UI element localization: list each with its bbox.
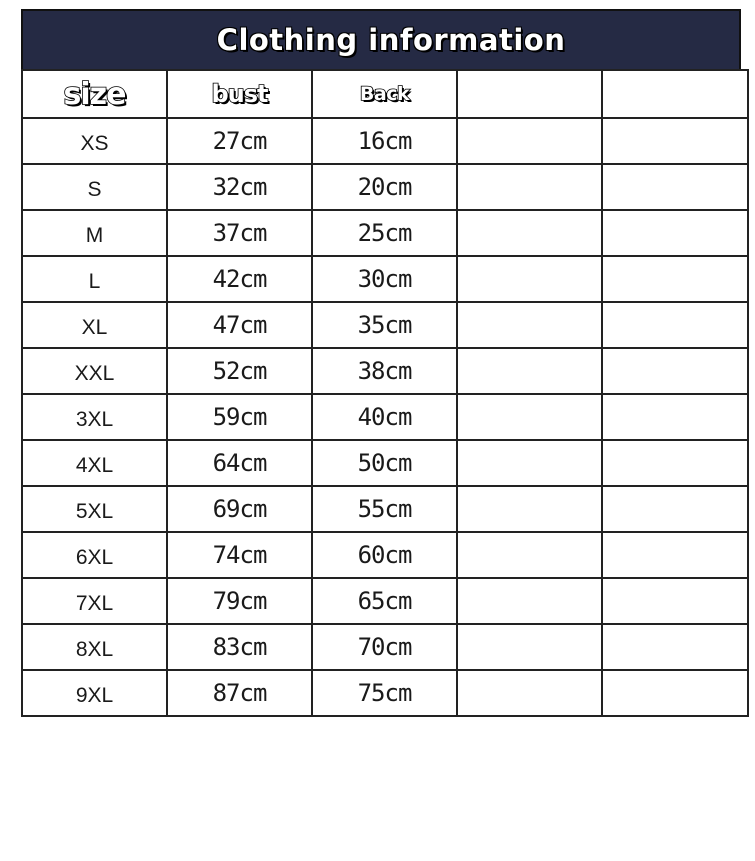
table-row [22,348,748,394]
bust-cell: 79cm [167,578,312,624]
back-cell: 50cm [312,440,457,486]
bust-cell: 69cm [167,486,312,532]
empty-cell [602,256,748,302]
table-row [22,486,748,532]
bust-cell: 32cm [167,164,312,210]
empty-header-cell [602,70,748,118]
back-cell: 40cm [312,394,457,440]
back-cell: 65cm [312,578,457,624]
header-row [22,70,748,118]
empty-cell [602,624,748,670]
size-cell: XXL [22,348,167,394]
bust-cell: 42cm [167,256,312,302]
empty-cell [602,440,748,486]
empty-cell [457,256,602,302]
size-cell: 4XL [22,440,167,486]
size-cell: 9XL [22,670,167,716]
back-cell: 75cm [312,670,457,716]
empty-cell [457,624,602,670]
title-bar [21,9,741,69]
table-row [22,210,748,256]
bust-cell: 64cm [167,440,312,486]
empty-cell [457,440,602,486]
back-cell: 35cm [312,302,457,348]
empty-cell [602,210,748,256]
chart-title: Clothing information [216,23,566,57]
bust-cell: 52cm [167,348,312,394]
size-cell: 6XL [22,532,167,578]
size-cell: L [22,256,167,302]
bust-cell: 37cm [167,210,312,256]
empty-cell [602,118,748,164]
size-cell: 7XL [22,578,167,624]
empty-cell [457,670,602,716]
table-row [22,118,748,164]
empty-cell [457,210,602,256]
size-cell: M [22,210,167,256]
size-cell: 8XL [22,624,167,670]
empty-cell [457,348,602,394]
bust-cell: 27cm [167,118,312,164]
size-cell: XL [22,302,167,348]
back-cell: 38cm [312,348,457,394]
empty-header-cell [457,70,602,118]
table-row [22,532,748,578]
empty-cell [602,670,748,716]
empty-cell [457,532,602,578]
header-bust-cell [167,70,312,118]
back-cell: 16cm [312,118,457,164]
bust-cell: 83cm [167,624,312,670]
table-row [22,624,748,670]
back-cell: 70cm [312,624,457,670]
header-size: size [63,76,126,112]
empty-cell [457,164,602,210]
empty-cell [457,394,602,440]
back-cell: 20cm [312,164,457,210]
size-chart [21,9,741,717]
back-cell: 30cm [312,256,457,302]
table-row [22,670,748,716]
size-cell: S [22,164,167,210]
empty-cell [602,302,748,348]
table-row [22,256,748,302]
size-cell: 5XL [22,486,167,532]
empty-cell [602,348,748,394]
empty-cell [457,486,602,532]
empty-cell [457,302,602,348]
header-back-cell [312,70,457,118]
size-cell: XS [22,118,167,164]
empty-cell [457,578,602,624]
table-row [22,164,748,210]
back-cell: 25cm [312,210,457,256]
empty-cell [602,578,748,624]
header-size-cell [22,70,167,118]
size-cell: 3XL [22,394,167,440]
table-row [22,578,748,624]
empty-cell [602,486,748,532]
bust-cell: 87cm [167,670,312,716]
table-row [22,394,748,440]
table-row [22,440,748,486]
header-bust: bust [211,80,268,108]
back-cell: 55cm [312,486,457,532]
bust-cell: 74cm [167,532,312,578]
size-table [21,69,749,717]
empty-cell [602,394,748,440]
back-cell: 60cm [312,532,457,578]
bust-cell: 59cm [167,394,312,440]
empty-cell [602,532,748,578]
header-back: Back [359,83,410,105]
bust-cell: 47cm [167,302,312,348]
empty-cell [457,118,602,164]
table-row [22,302,748,348]
empty-cell [602,164,748,210]
